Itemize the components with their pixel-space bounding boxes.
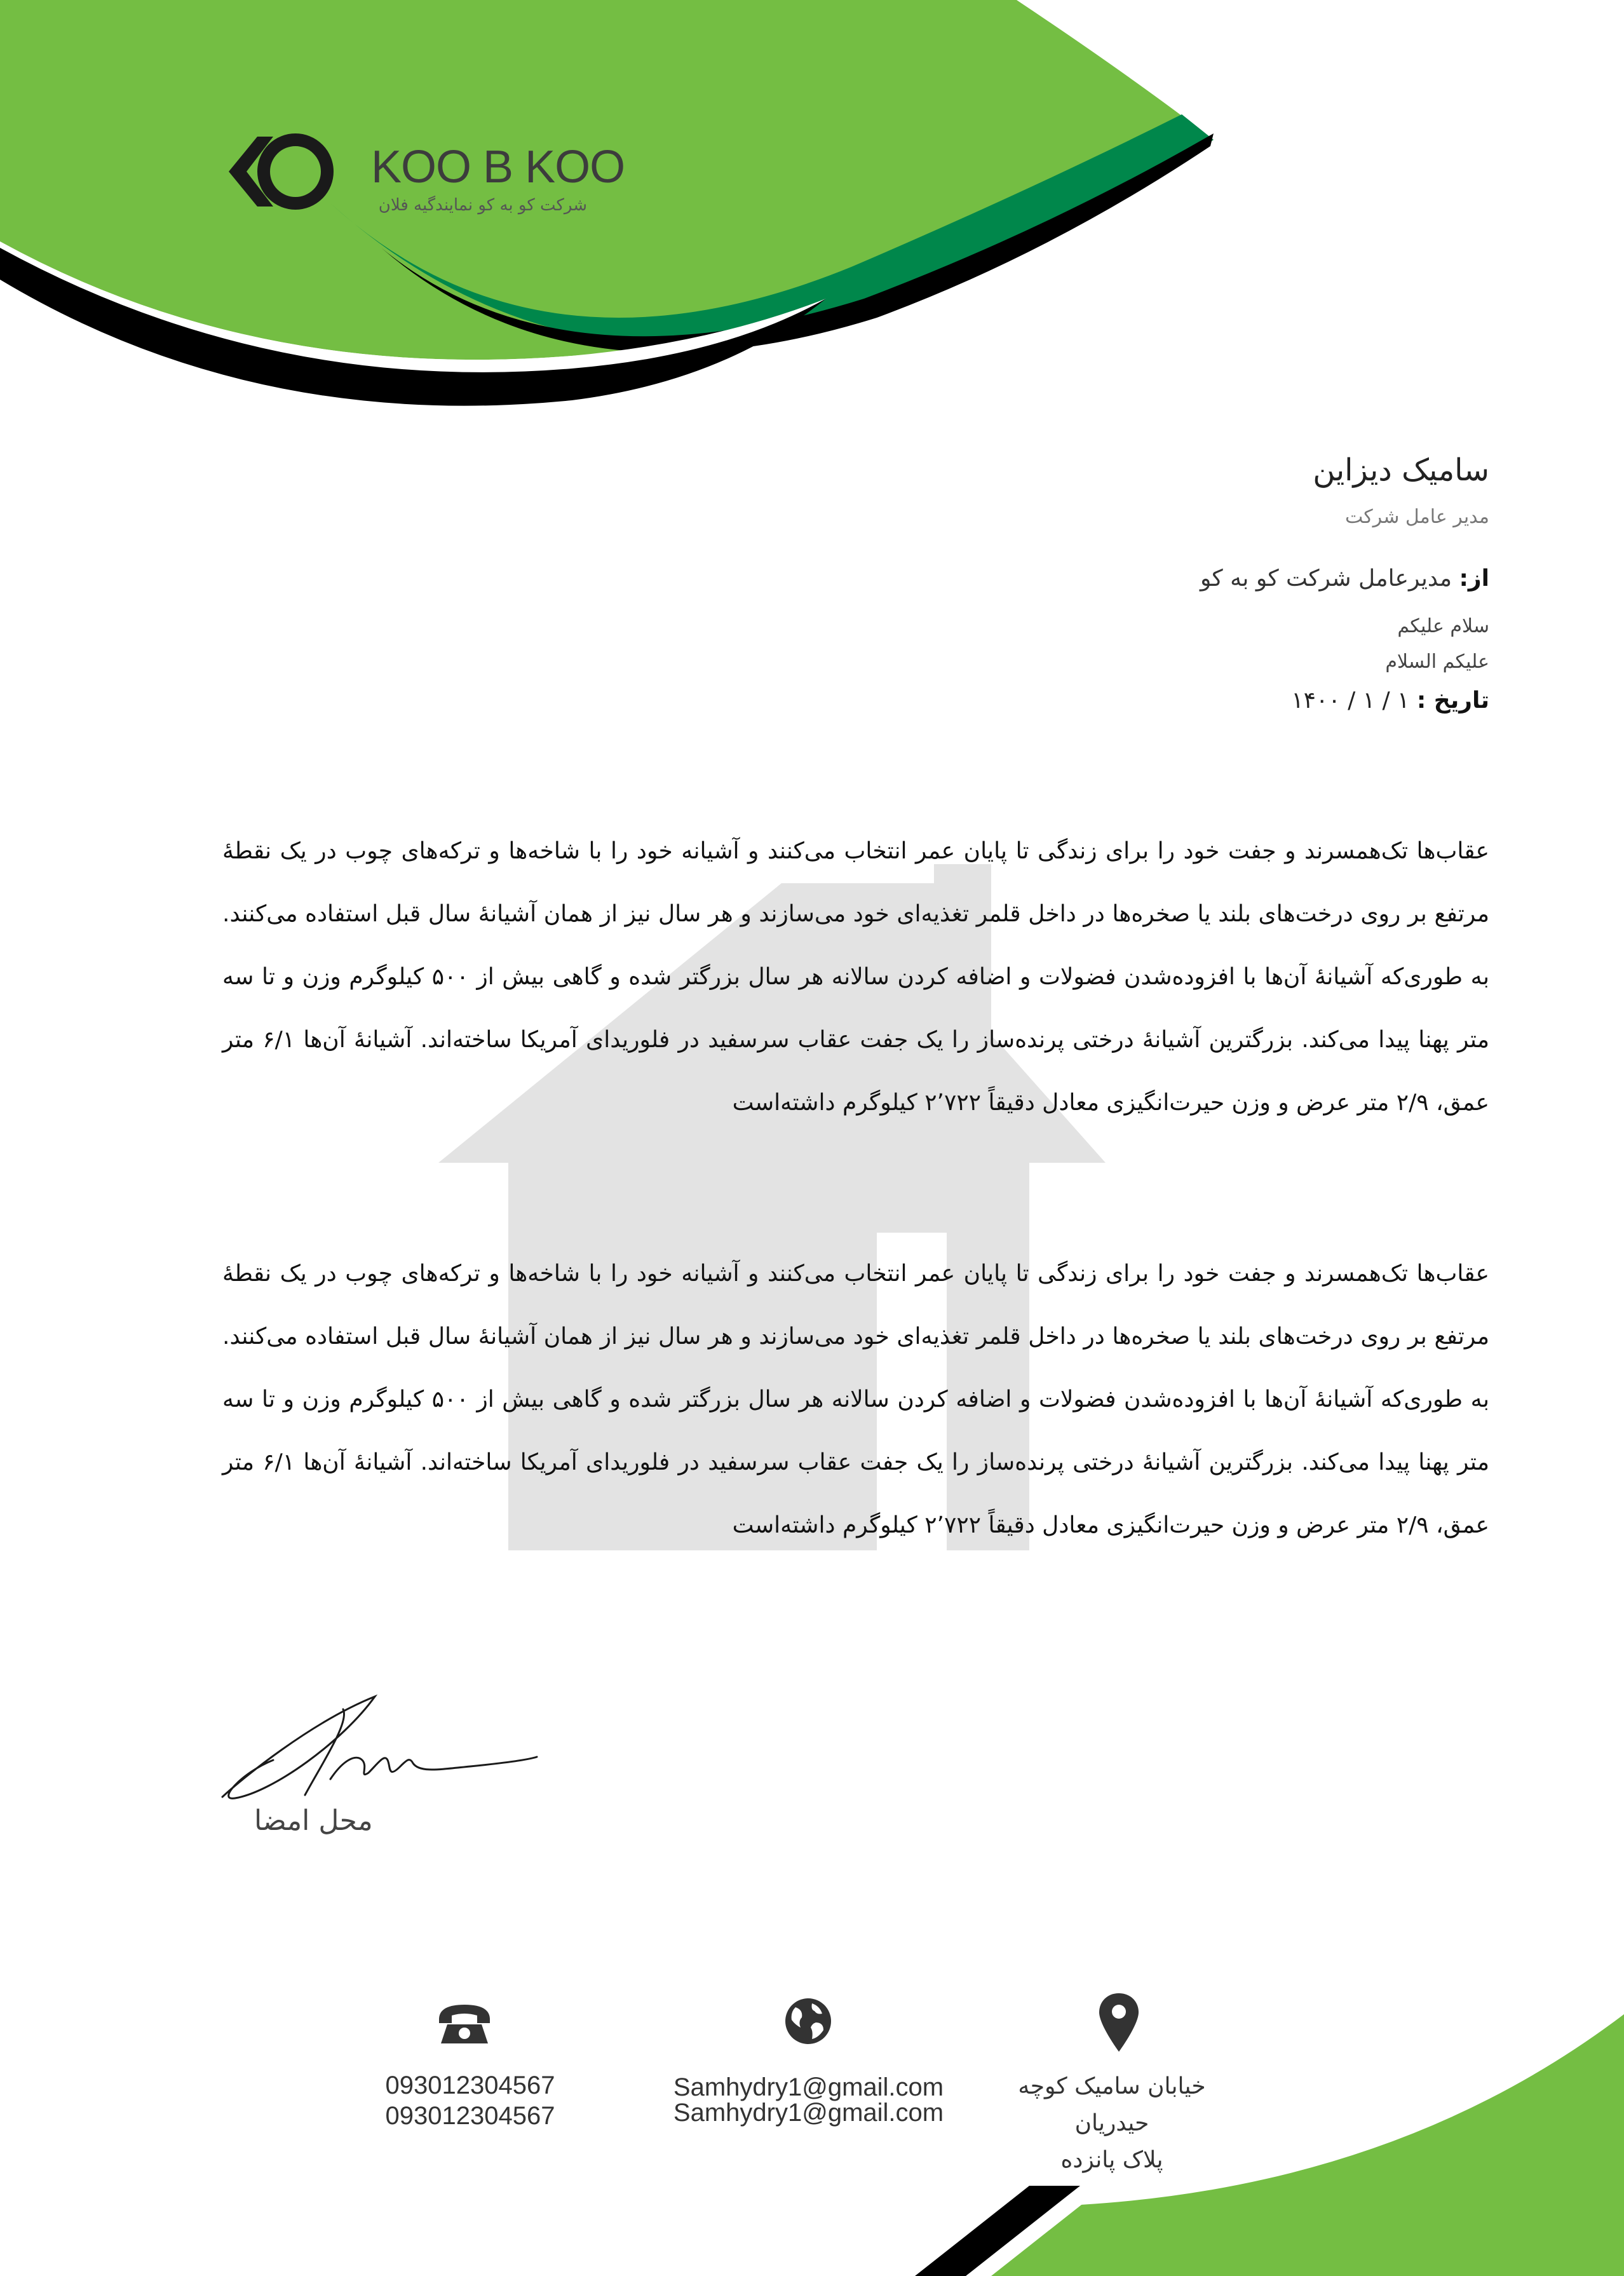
- phone-line-1: 093012304567: [385, 2071, 555, 2099]
- globe-icon: [784, 1997, 832, 2045]
- body-paragraph-1: عقاب‌ها تک‌همسرند و جفت خود را برای زندگی تا پایان عمر انتخاب می‌کنند و آشیانه خود را با شاخه‌ها و ترکه‌های چوب در یک نقطهٔ مرتفع بر روی درخت‌های بلند یا صخره‌ها در داخل قلمر تغذیه‌ای خود می‌سازند و هر سال نیز از همان آشیانهٔ سال قبل استفاده می‌کنند. به طوری‌که آشیانهٔ آن‌ها با افزوده‌شدن فضولات و اضافه کردن سالانه هر سال بزرگتر شده و گاهی بیش از ۵۰۰ کیلوگرم وزن و تا سه متر پهنا پیدا می‌کند. بزرگترین آشیانهٔ درختی پرنده‌ساز را یک جفت عقاب سرسفید در فلوریدای آمریکا ساخته‌اند. آشیانهٔ آن‌ها ۶/۱ متر عمق، ۲/۹ متر عرض و وزن حیرت‌انگیزی معادل دقیقاً ۲٬۷۲۲ کیلوگرم داشته‌است: [222, 838, 1489, 1116]
- greeting-line-2: علیکم السلام: [1385, 651, 1489, 673]
- phone-line-2: 093012304567: [385, 2102, 555, 2130]
- koo-logo-icon: [222, 127, 343, 222]
- signature-label: محل امضا: [254, 1805, 373, 1837]
- email-line-1[interactable]: Samhydry1@gmail.com: [673, 2073, 944, 2101]
- body-paragraph-2: عقاب‌ها تک‌همسرند و جفت خود را برای زندگی تا پایان عمر انتخاب می‌کنند و آشیانه خود را با شاخه‌ها و ترکه‌های چوب در یک نقطهٔ مرتفع بر روی درخت‌های بلند یا صخره‌ها در داخل قلمر تغذیه‌ای خود می‌سازند و هر سال نیز از همان آشیانهٔ سال قبل استفاده می‌کنند. به طوری‌که آشیانهٔ آن‌ها با افزوده‌شدن فضولات و اضافه کردن سالانه هر سال بزرگتر شده و گاهی بیش از ۵۰۰ کیلوگرم وزن و تا سه متر پهنا پیدا می‌کند. بزرگترین آشیانهٔ درختی پرنده‌ساز را یک جفت عقاب سرسفید در فلوریدای آمریکا ساخته‌اند. آشیانهٔ آن‌ها ۶/۱ متر عمق، ۲/۹ متر عرض و وزن حیرت‌انگیزی معادل دقیقاً ۲٬۷۲۲ کیلوگرم داشته‌است: [222, 1261, 1489, 1538]
- phone-contact: [343, 2070, 597, 2131]
- from-label: از:: [1459, 566, 1489, 592]
- logo-title: KOO B KOO: [371, 142, 625, 193]
- signature-image: [216, 1684, 546, 1811]
- email-contact: [635, 2075, 982, 2125]
- email-line-2[interactable]: Samhydry1@gmail.com: [673, 2099, 944, 2127]
- date-label: تاریخ :: [1416, 688, 1489, 714]
- address-contact: [978, 2068, 1245, 2179]
- address-line-2: پلاک پانزده: [1060, 2147, 1163, 2173]
- logo-subtitle: شرکت کو به کو نمایندگیه فلان: [378, 196, 587, 215]
- from-line: [1200, 566, 1489, 592]
- sender-name: سامیک دیزاین: [1313, 452, 1489, 488]
- telephone-icon: [436, 2002, 493, 2046]
- from-value: مدیرعامل شرکت کو به کو: [1200, 566, 1452, 592]
- address-line-1: خیابان سامیک کوچه حیدریان: [1018, 2073, 1206, 2136]
- map-pin-icon: [1098, 1992, 1140, 2053]
- sender-role: مدیر عامل شرکت: [1344, 506, 1489, 528]
- greeting-line-1: سلام علیکم: [1397, 615, 1489, 637]
- date-line: [1291, 688, 1489, 714]
- date-value: ۱ / ۱ / ۱۴۰۰: [1291, 688, 1410, 714]
